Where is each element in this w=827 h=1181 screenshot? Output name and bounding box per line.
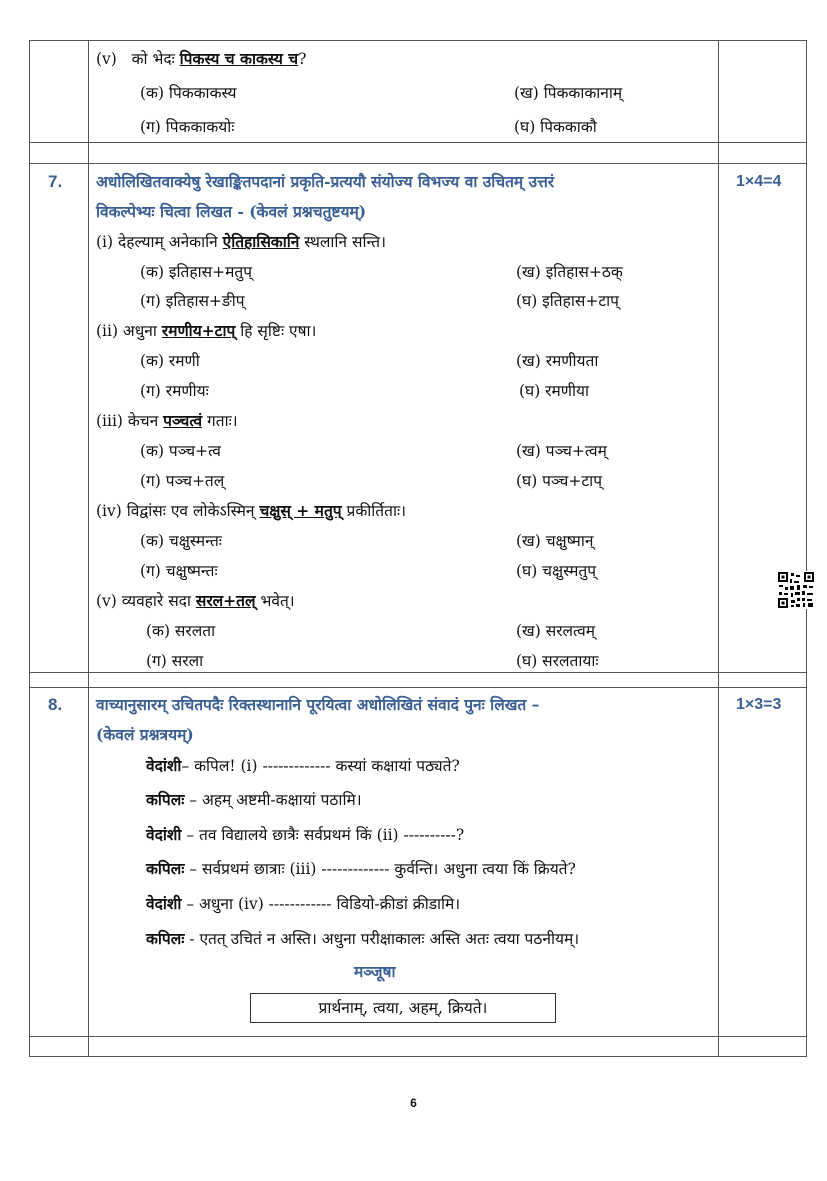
q7-item-1-option-ga: (ग) इतिहास+ङीप् [140,292,245,310]
q7-item-4-option-gha: (घ) चक्षुस्मतुप् [516,562,597,580]
prev-question-line: (v) को भेदः पिकस्य च काकस्य च? [96,49,307,68]
q7-item-2-option-ga: (ग) रमणीयः [140,382,209,400]
question-7-heading-cont: विकल्पेभ्यः चित्वा लिखत - (केवलं प्रश्नचतुष्टयम्) [96,202,367,221]
q7-item-1: (i) देहल्याम् अनेकानि ऐतिहासिकानि स्थलानि सन्ति। [96,232,386,251]
q7-item-2-option-kha: (ख) रमणीयता [516,352,599,370]
question-number-7: 7. [48,172,63,191]
q7-item-3-option-kha: (ख) पञ्च+त्वम् [516,442,607,460]
word-box-words: प्रार्थनाम्, त्वया, अहम्, क्रियते। [318,999,488,1017]
q7-item-4-option-ga: (ग) चक्षुष्मन्तः [140,562,218,580]
option-kha: (ख) पिककाकानाम् [514,84,623,102]
page-number: 6 [410,1096,417,1110]
row-divider [30,672,806,673]
dialogue-line: कपिलः – अहम् अष्टमी-कक्षायां पठामि। [146,790,362,809]
q7-item-3-option-gha: (घ) पञ्च+टाप् [516,472,602,490]
column-divider-1 [88,41,89,1056]
dialogue-line: कपिलः – सर्वप्रथमं छात्राः (iii) ------------- कुर्वन्ति। अधुना त्वया किं क्रियते? [146,859,576,878]
word-box-title: मञ्जूषा [354,962,396,981]
column-divider-2 [718,41,719,1056]
q7-item-3: (iii) केचन पञ्चत्वं गताः। [96,411,238,430]
dialogue-line: वेदांशी– कपिल! (i) ------------- कस्यां कक्षायां पठ्यते? [146,756,460,775]
q7-item-3-option-ga: (ग) पञ्च+तल् [140,472,225,490]
dialogue-line: कपिलः - एतत् उचितं न अस्ति। अधुना परीक्षाकालः अस्ति अतः त्वया पठनीयम्। [146,929,580,948]
q7-item-5-option-ka: (क) सरलता [146,622,216,640]
q7-item-2: (ii) अधुना रमणीय+टाप् हि सृष्टिः एषा। [96,321,317,340]
q7-item-4-option-kha: (ख) चक्षुष्मान् [516,532,594,550]
q7-item-1-option-kha: (ख) इतिहास+ठक् [516,263,623,281]
q7-item-2-option-ka: (क) रमणी [140,352,200,370]
row-divider [30,687,806,688]
row-divider [30,163,806,164]
option-ga: (ग) पिककाकयोः [140,118,235,136]
dialogue-line: वेदांशी – अधुना (iv) ------------ विडियो-क्रीडां क्रीडामि। [146,894,461,913]
dialogue-line: वेदांशी – तव विद्यालये छात्रैः सर्वप्रथमं किं (ii) ----------? [146,825,465,844]
q7-item-5-option-kha: (ख) सरलत्वम् [516,622,596,640]
q7-item-5-option-ga: (ग) सरला [146,652,204,670]
question-8-heading: वाच्यानुसारम् उचितपदैः रिक्तस्थानानि पूरयित्वा अधोलिखितं संवादं पुनः लिखत – [96,695,540,714]
q7-item-3-option-ka: (क) पञ्च+त्व [140,442,221,460]
row-divider [30,1036,806,1037]
row-divider [30,142,806,143]
question-8-marks: 1×3=3 [736,696,782,713]
question-8-heading-cont: (केवलं प्रश्नत्रयम्) [96,725,194,744]
q7-item-5: (v) व्यवहारे सदा सरल+तल् भवेत्। [96,591,295,610]
word-box [250,993,556,1023]
q7-item-1-option-gha: (घ) इतिहास+टाप् [516,292,619,310]
question-7-heading: अधोलिखितवाक्येषु रेखाङ्कितपदानां प्रकृति-प्रत्ययौ संयोज्य विभज्य वा उचितम् उत्तरं [96,172,555,191]
question-number-8: 8. [48,695,63,714]
question-7-marks: 1×4=4 [736,173,782,190]
q7-item-4: (iv) विद्वांसः एव लोकेऽस्मिन् चक्षुस् + मतुप् प्रकीर्तिताः। [96,501,406,520]
q7-item-2-option-gha: (घ) रमणीया [519,382,590,400]
qr-code-icon [777,571,815,609]
q7-item-1-option-ka: (क) इतिहास+मतुप् [140,263,253,281]
q7-item-4-option-ka: (क) चक्षुस्मन्तः [140,532,222,550]
option-ka: (क) पिककाकस्य [140,84,237,102]
q7-item-5-option-gha: (घ) सरलतायाः [516,652,599,670]
option-gha: (घ) पिककाकौ [514,118,597,136]
